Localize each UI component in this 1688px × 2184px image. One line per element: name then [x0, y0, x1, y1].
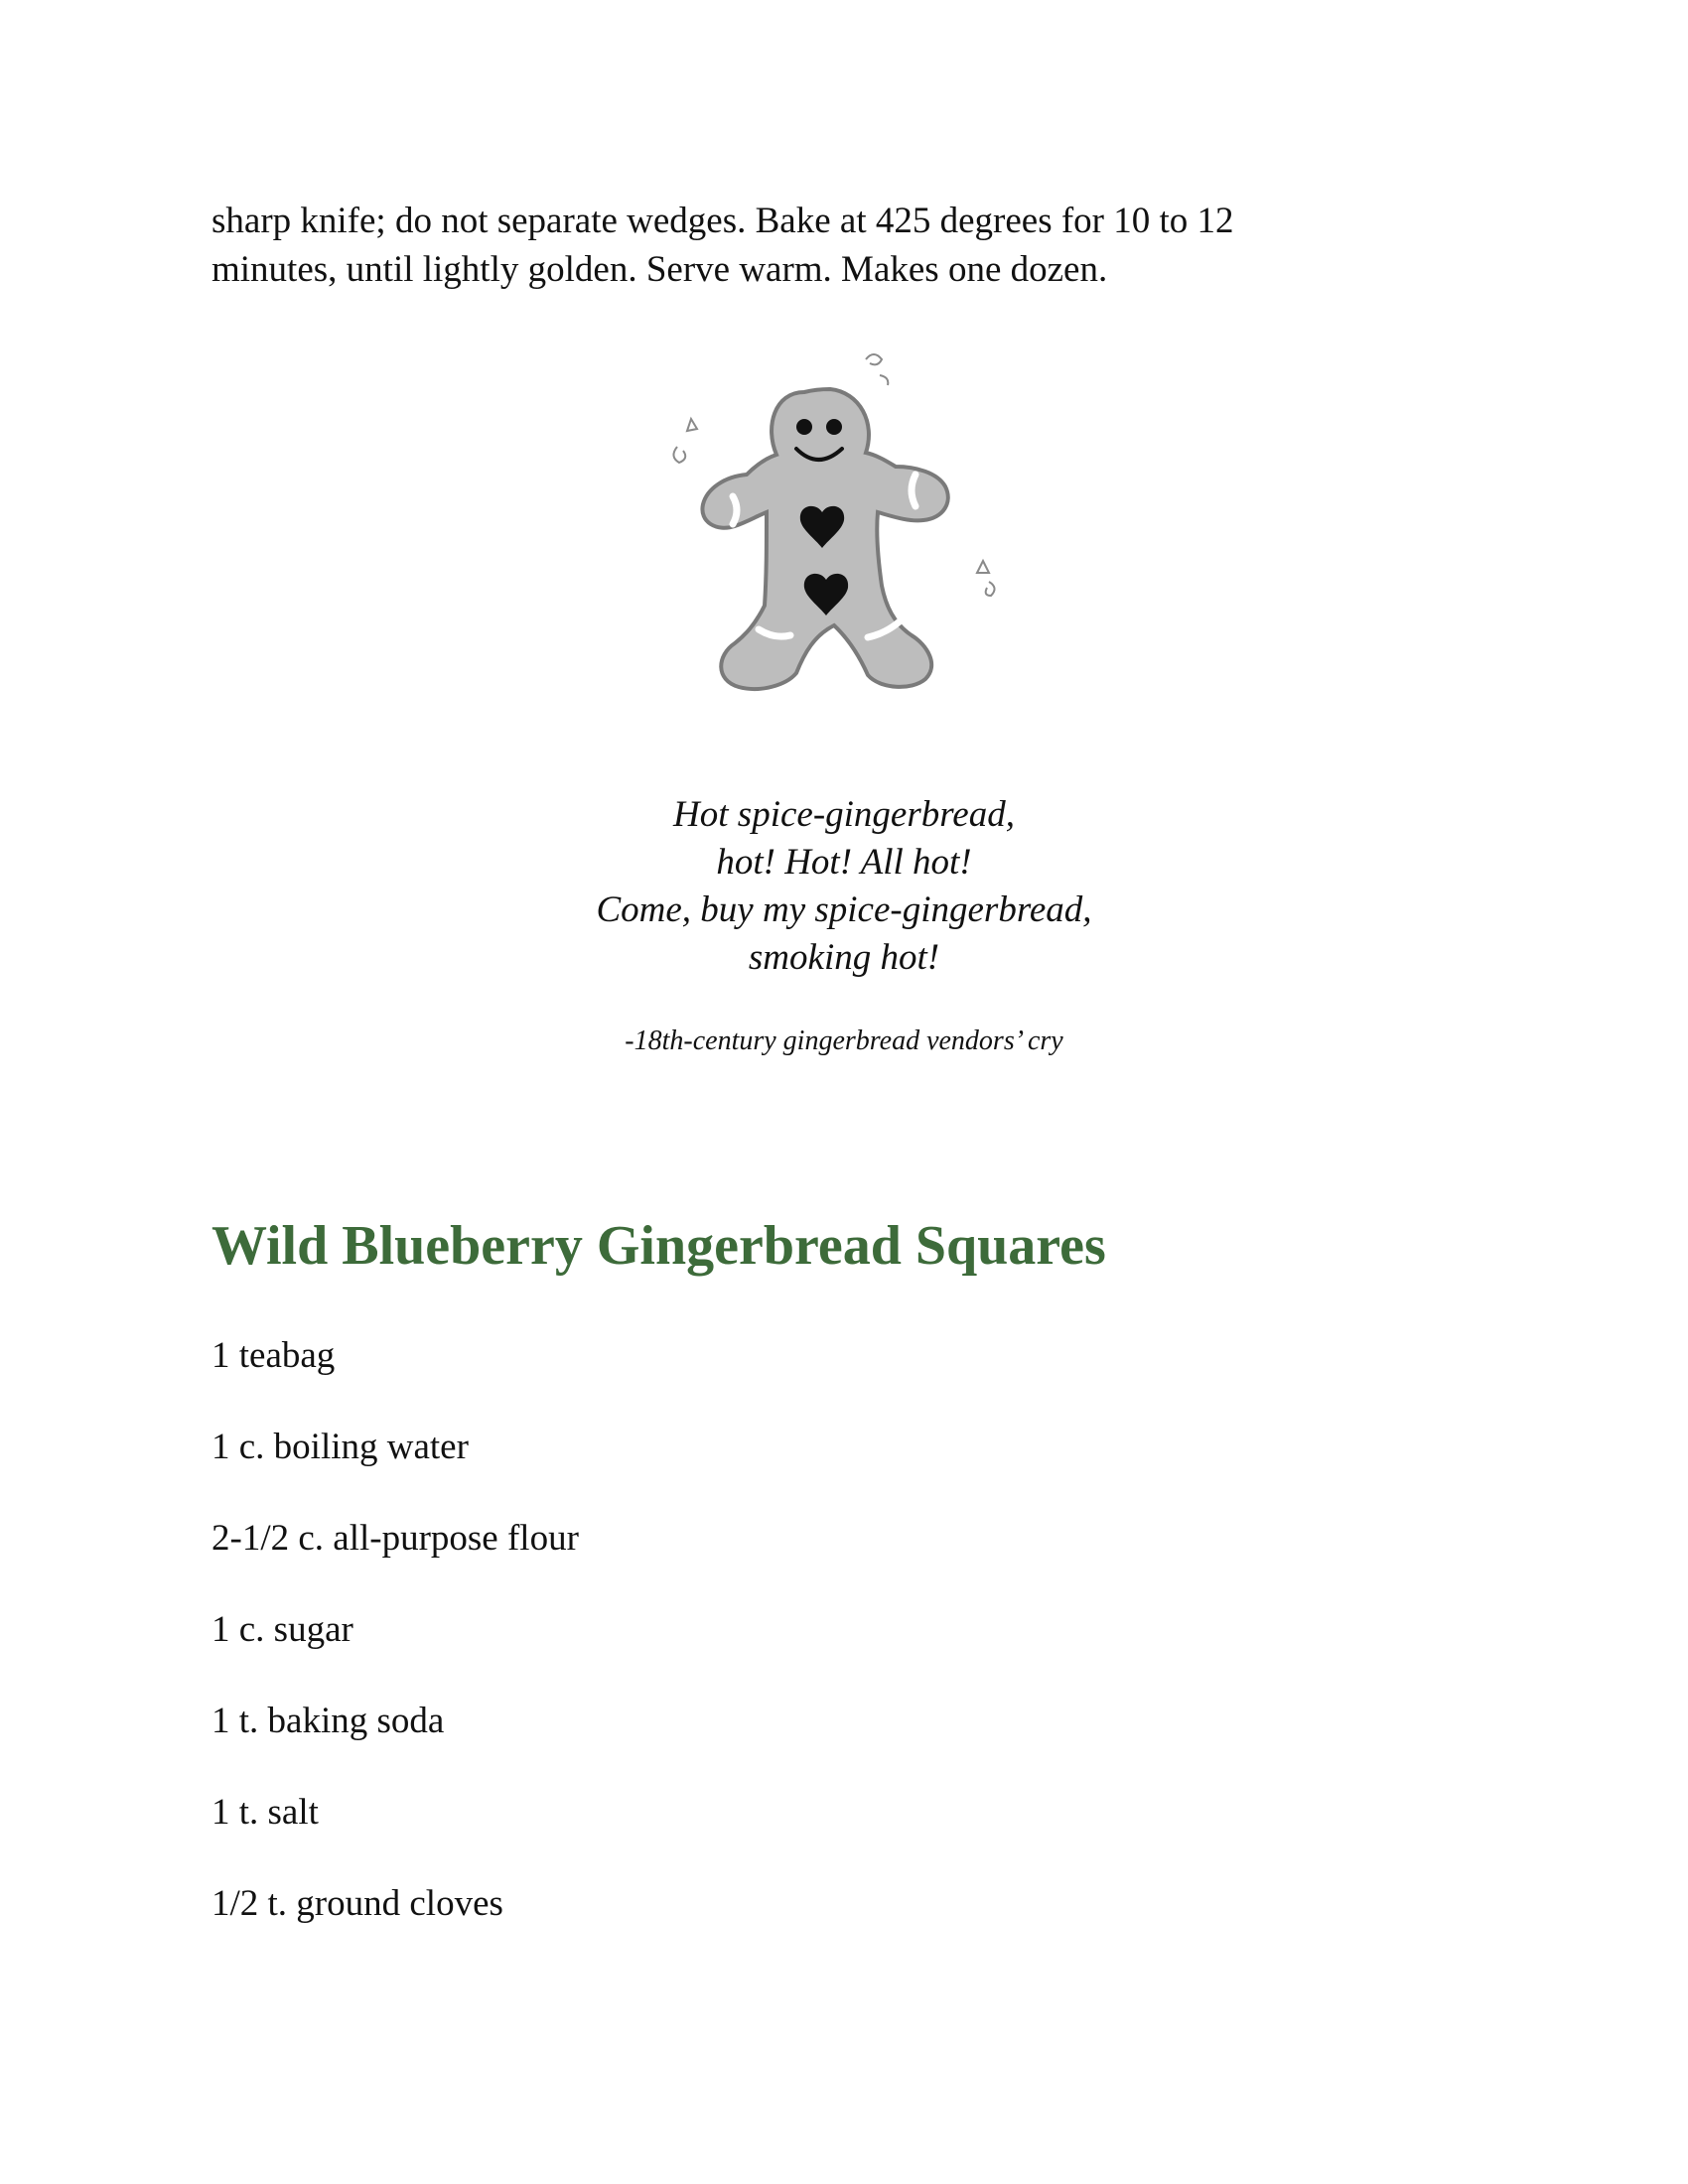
gingerbread-man-icon — [655, 338, 1013, 725]
recipe-title: Wild Blueberry Gingerbread Squares — [211, 1215, 1106, 1277]
ingredient-item: 1 c. sugar — [211, 1609, 353, 1650]
gingerbread-illustration — [655, 338, 1013, 725]
ingredient-item: 1/2 t. ground cloves — [211, 1883, 503, 1924]
poem-line: hot! Hot! All hot! — [716, 842, 972, 883]
poem-line: Come, buy my spice-gingerbread, — [596, 889, 1092, 930]
ingredient-item: 1 t. salt — [211, 1792, 319, 1833]
intro-paragraph — [211, 197, 1502, 294]
poem-line: smoking hot! — [748, 937, 940, 978]
poem-attribution: -18th-century gingerbread vendors’ cry — [625, 1025, 1063, 1056]
ingredient-item: 2-1/2 c. all-purpose flour — [211, 1518, 579, 1559]
ingredient-item: 1 c. boiling water — [211, 1427, 469, 1467]
ingredient-list — [211, 1334, 579, 1974]
ingredient-item: 1 teabag — [211, 1335, 336, 1376]
ingredient-item: 1 t. baking soda — [211, 1701, 445, 1741]
intro-line: minutes, until lightly golden. Serve warm. Makes one dozen. — [211, 249, 1108, 290]
poem-line: Hot spice-gingerbread, — [673, 794, 1015, 835]
poem — [348, 791, 1340, 982]
intro-line: sharp knife; do not separate wedges. Bake at 425 degrees for 10 to 12 — [211, 201, 1234, 241]
